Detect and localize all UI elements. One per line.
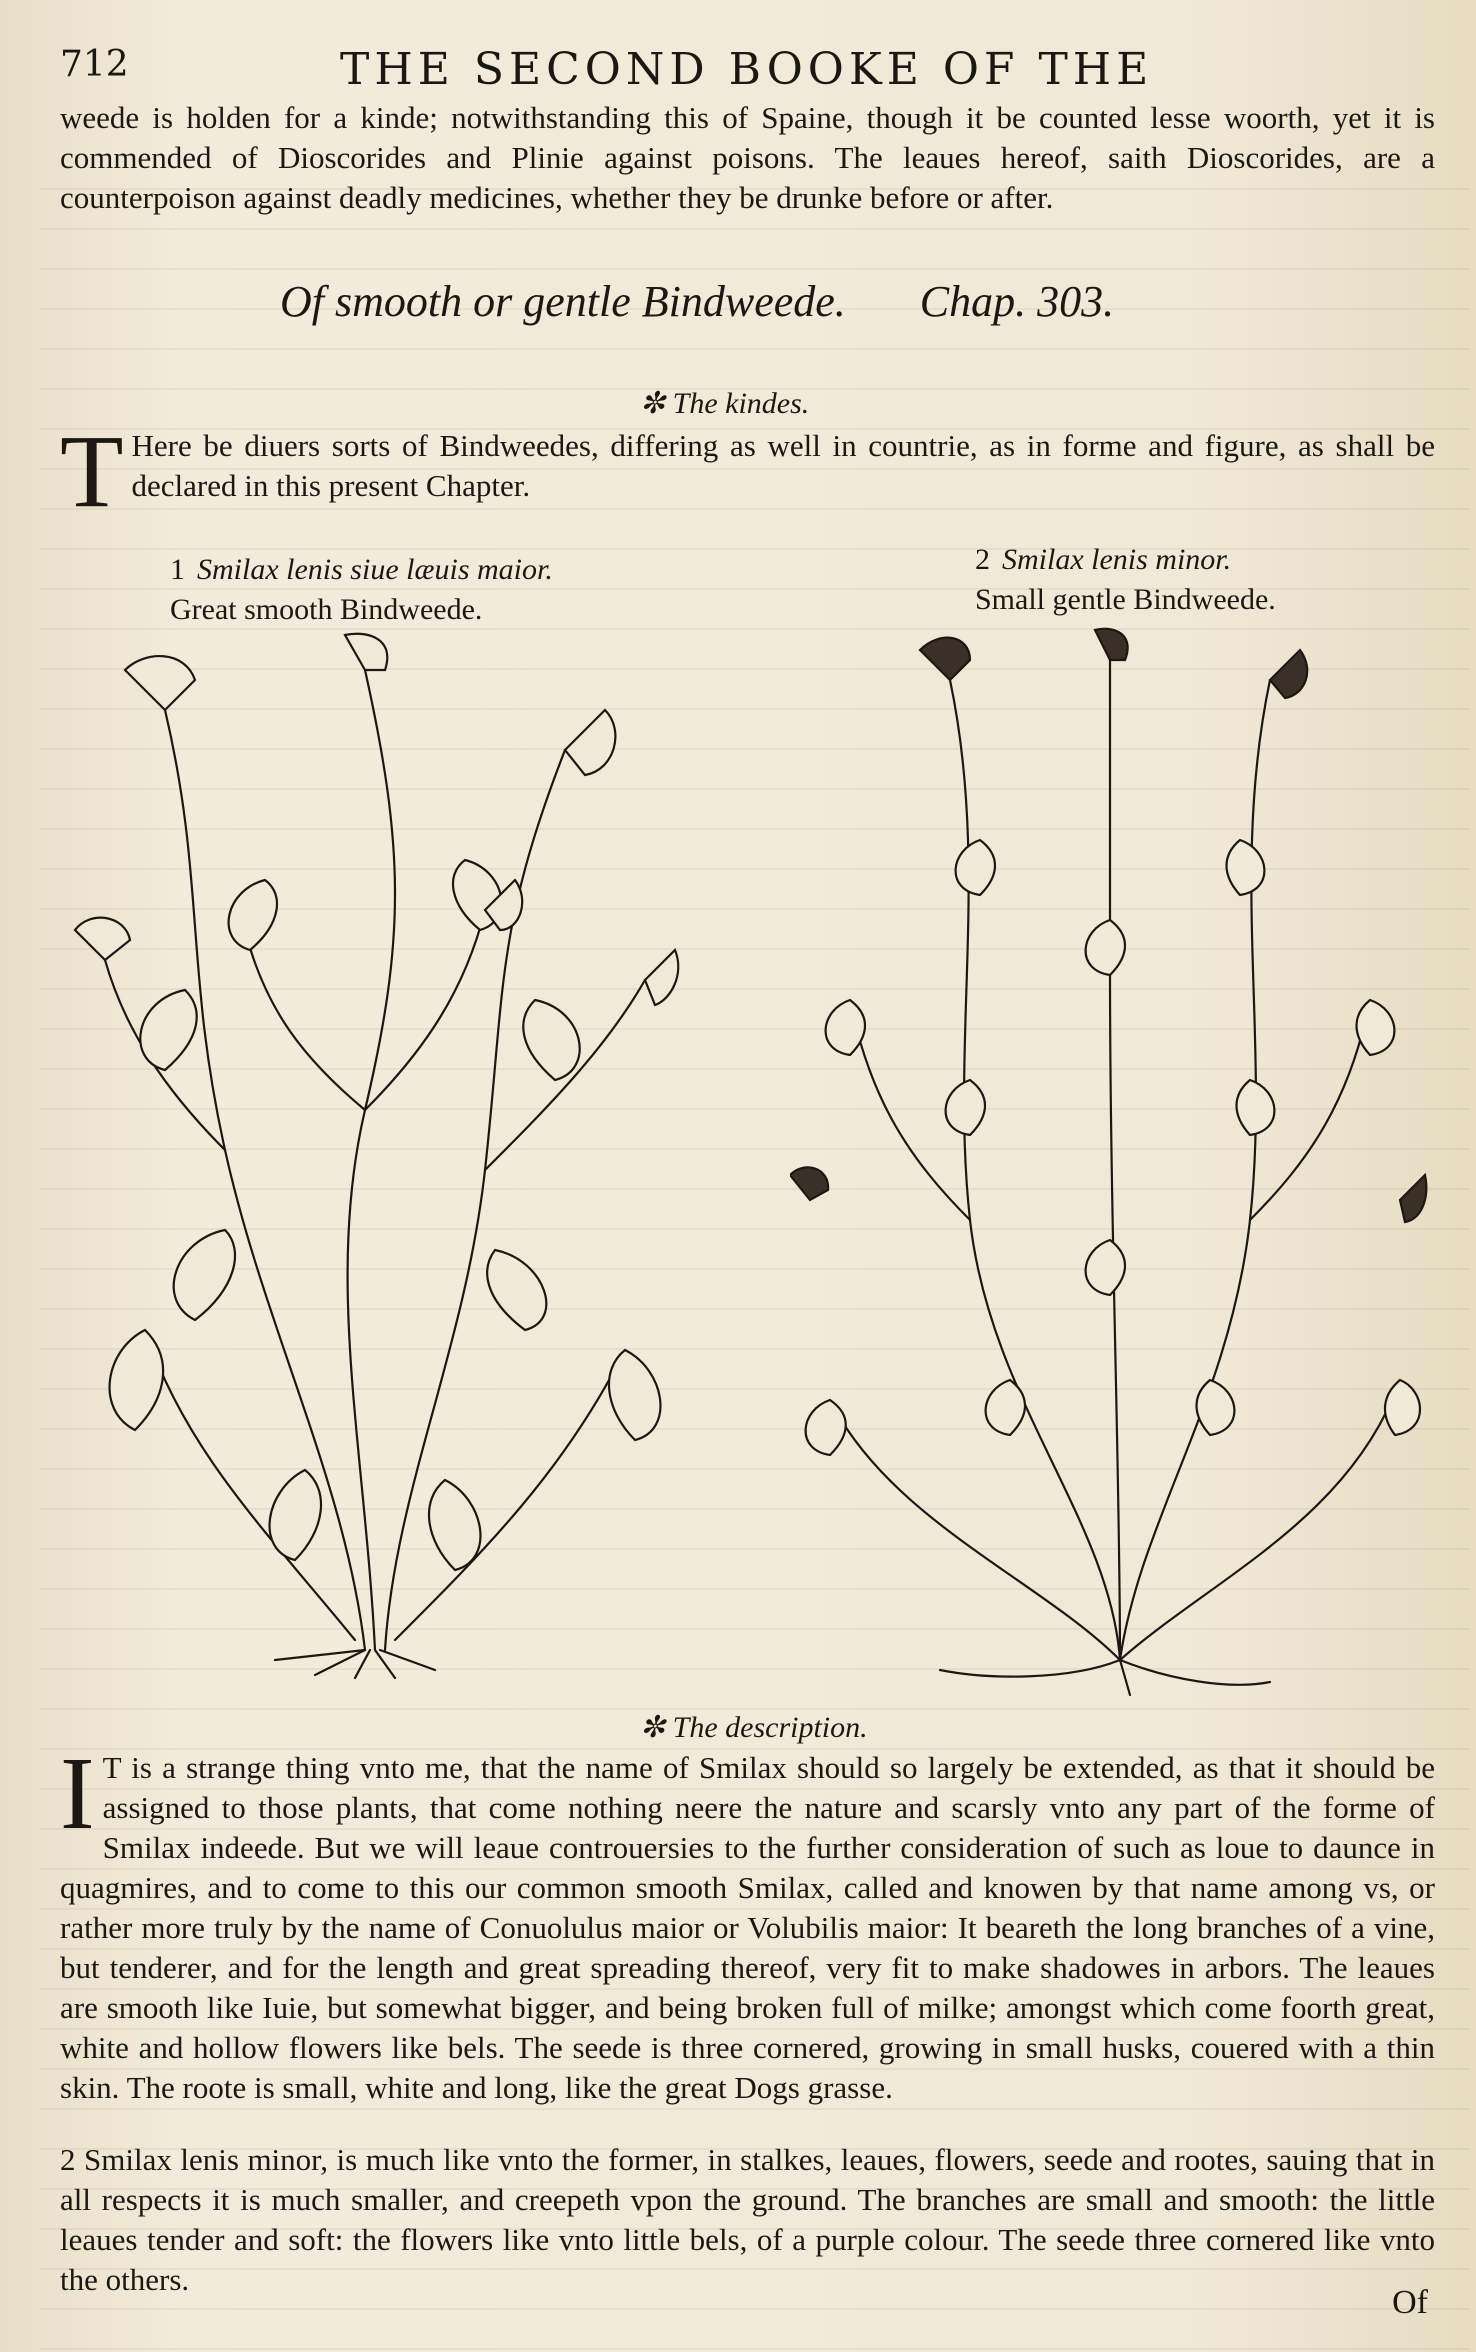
- fig2-stems: [830, 660, 1400, 1660]
- item-2-paragraph: 2 Smilax lenis minor, is much like vnto the former, in stalkes, leaues, flowers, seede and rootes, sauing that in all respects it is much smaller, and creepeth vpon the ground. The branches are small and smooth: the little leaues tender and soft: the flowers like vnto little bels, of a purple colour. The seede three cornered like vnto the others.: [60, 2142, 1435, 2297]
- figure-2-english: Small gentle Bindweede.: [975, 583, 1276, 616]
- woodcut-small-gentle-bindweed: [790, 620, 1430, 1700]
- drop-cap-i: I: [60, 1736, 95, 1851]
- figure-1-latin: Smilax lenis siue læuis maior.: [197, 553, 553, 586]
- chapter-heading: [280, 276, 1114, 327]
- fig2-leaves: [806, 840, 1420, 1455]
- figure-2-number: 2: [975, 543, 990, 576]
- description-text: T is a strange thing vnto me, that the name of Smilax should so largely be extended, as that it should be assigned to those plants, that come nothing neere the nature and scarsly vnto any part of the forme of Smilax indeede. But we will leaue controuersies to the further consideration of such as loue to daunce in quagmires, and to come to this our common smooth Smilax, called and knowen by that name among vs, or rather more truly by the name of Conuolulus maior or Volubilis maior: It beareth the long branches of a vine, but tenderer, and for the length and great spreading thereof, very fit to make shadowes in arbors. The leaues are smooth like Iuie, but somewhat bigger, and being broken full of milke; amongst which come foorth great, white and hollow flowers like bels. The seede is three cornered, growing in small husks, couered with a thin skin. The roote is small, white and long, like the great Dogs grasse.: [60, 1750, 1435, 2105]
- kinds-text: Here be diuers sorts of Bindweedes, differing as well in countrie, as in forme and figure, as shall be declared in this present Chapter.: [131, 428, 1435, 503]
- drop-cap-t: T: [60, 414, 124, 529]
- fig1-stems: [105, 670, 645, 1650]
- kinds-paragraph: [60, 414, 1435, 529]
- chapter-title: Of smooth or gentle Bindweede.: [280, 277, 846, 326]
- running-head: [60, 44, 1430, 104]
- page-number: 712: [60, 44, 129, 85]
- figure-2-latin: Smilax lenis minor.: [1002, 543, 1232, 576]
- description-paragraph: [60, 1736, 1435, 2108]
- intro-paragraph: weede is holden for a kinde; notwithstanding this of Spaine, though it be counted lesse woorth, yet it is commended of Dioscorides and Plinie against poisons. The leaues hereof, saith Dioscorides, are a counterpoison against deadly medicines, whether they be drunke before or after.: [60, 100, 1435, 215]
- fig2-roots: [940, 1660, 1270, 1695]
- chapter-number: Chap. 303.: [919, 277, 1115, 326]
- description-heading: ✼ The description.: [640, 1711, 868, 1744]
- figure-2-caption: [975, 540, 1276, 620]
- figure-1-number: 1: [170, 553, 185, 586]
- woodcut-great-smooth-bindweed: [65, 630, 685, 1680]
- fig1-roots: [275, 1650, 435, 1678]
- figure-1-english: Great smooth Bindweede.: [170, 593, 483, 626]
- running-title: THE SECOND BOOKE OF THE: [340, 44, 1154, 95]
- fig1-bell-flowers: [75, 634, 678, 1005]
- kinds-heading: ✼ The kindes.: [640, 387, 810, 420]
- figure-2-latin-line: [975, 540, 1276, 580]
- figure-1-latin-line: [170, 550, 553, 590]
- fig1-leaves: [110, 860, 661, 1570]
- catchword: Of: [1392, 2284, 1428, 2321]
- figure-1-caption: [170, 550, 553, 630]
